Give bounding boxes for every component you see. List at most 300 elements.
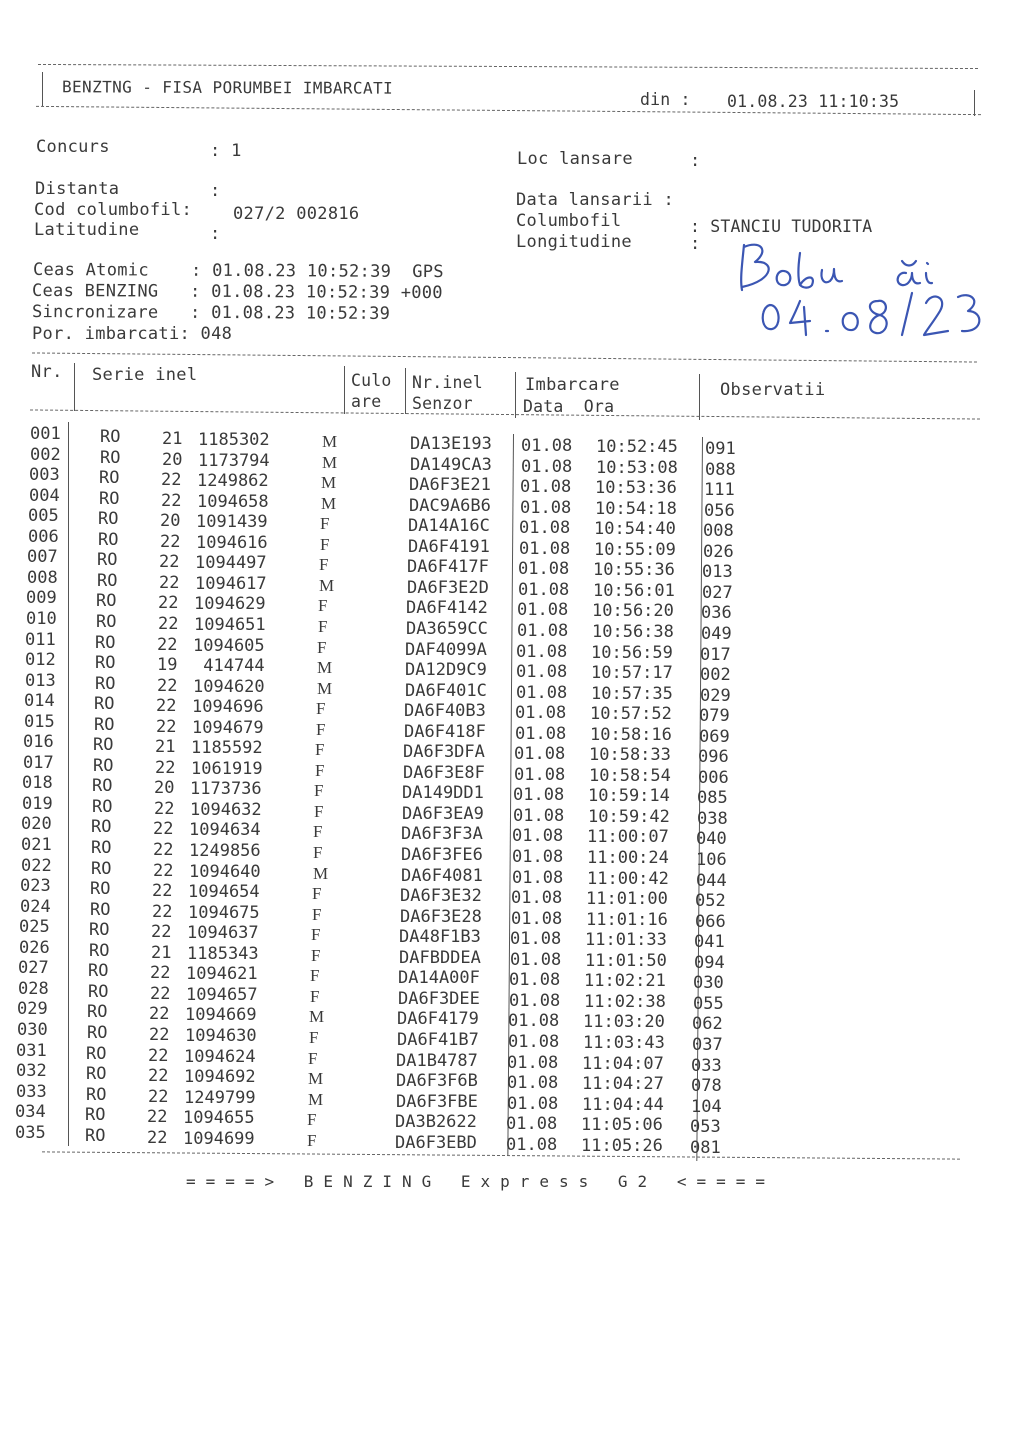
- row-time: 10:53:08: [596, 457, 678, 478]
- row-year: 22: [156, 696, 177, 717]
- row-country: RO: [96, 611, 117, 632]
- row-sex: F: [309, 1027, 319, 1047]
- ceas-benzing-line: Ceas BENZING : 01.08.23 10:52:39 +000: [31, 280, 443, 304]
- row-year: 22: [156, 716, 177, 737]
- row-ring-number: 1094637: [187, 923, 259, 944]
- row-year: 22: [158, 613, 179, 634]
- row-year: 22: [159, 552, 180, 573]
- row-sensor: DA6F418F: [404, 721, 486, 742]
- row-country: RO: [93, 755, 114, 776]
- row-time: 10:58:16: [590, 724, 672, 745]
- data-lansarii-label: Data lansarii :: [516, 190, 675, 210]
- row-country: RO: [95, 632, 116, 653]
- row-sex: F: [314, 801, 324, 821]
- row-sex: F: [315, 760, 325, 780]
- row-observation: 037: [692, 1034, 723, 1055]
- row-country: RO: [86, 1043, 107, 1064]
- row-country: RO: [94, 714, 115, 735]
- row-date: 01.08: [516, 641, 568, 662]
- row-sensor: DAFBDDEA: [399, 947, 481, 968]
- row-year: 21: [151, 942, 172, 963]
- row-sensor: DAC9A6B6: [409, 495, 491, 516]
- cod-columbofil-label: Cod columbofil:: [34, 200, 193, 220]
- row-time: 10:59:14: [588, 786, 670, 807]
- row-observation: 013: [702, 562, 733, 583]
- row-country: RO: [100, 447, 121, 468]
- row-nr: 007: [27, 547, 58, 568]
- row-sensor: DA6F3F6B: [396, 1071, 478, 1092]
- row-date: 01.08: [520, 497, 572, 518]
- row-time: 10:57:35: [591, 683, 673, 704]
- row-sensor: DA12D9C9: [405, 660, 487, 681]
- row-time: 11:04:07: [582, 1053, 664, 1074]
- row-observation: 041: [694, 932, 725, 953]
- row-date: 01.08: [515, 723, 567, 744]
- row-sex: F: [320, 514, 330, 534]
- row-sensor: DAF4099A: [405, 639, 487, 660]
- row-country: RO: [88, 981, 109, 1002]
- row-ring-number: 1094617: [195, 573, 267, 594]
- row-nr: 008: [27, 567, 58, 588]
- row-year: 22: [148, 1066, 169, 1087]
- row-time: 11:01:33: [585, 930, 667, 951]
- row-year: 22: [157, 675, 178, 696]
- row-sex: F: [314, 781, 324, 801]
- row-ring-number: 1094621: [186, 964, 258, 985]
- row-observation: 008: [703, 521, 734, 542]
- row-time: 10:56:01: [593, 580, 675, 601]
- longitudine-label: Longitudine: [516, 232, 632, 252]
- row-country: RO: [91, 858, 112, 879]
- row-observation: 026: [703, 541, 734, 562]
- table-row: [0, 588, 1024, 624]
- row-country: RO: [85, 1125, 106, 1146]
- row-country: RO: [89, 940, 110, 961]
- row-year: 22: [152, 881, 173, 902]
- row-date: 01.08: [513, 785, 565, 806]
- ceas-atomic-line: Ceas Atomic : 01.08.23 10:52:39 GPS: [32, 259, 444, 283]
- row-sex: F: [311, 925, 321, 945]
- row-observation: 053: [690, 1117, 721, 1138]
- row-time: 11:04:44: [582, 1094, 664, 1115]
- loc-lansare-label: Loc lansare: [517, 149, 633, 169]
- row-nr: 015: [24, 711, 55, 732]
- row-time: 11:03:43: [583, 1032, 665, 1053]
- row-sensor: DA6F3E21: [409, 475, 491, 496]
- row-ring-number: 1094654: [188, 882, 260, 903]
- row-time: 11:02:38: [584, 991, 666, 1012]
- row-sex: M: [309, 1007, 325, 1027]
- row-date: 01.08: [521, 456, 573, 477]
- row-sensor: DA6F3EBD: [395, 1132, 477, 1153]
- row-sensor: DA149CA3: [410, 454, 492, 475]
- row-country: RO: [85, 1105, 106, 1126]
- row-sensor: DA6F4179: [397, 1009, 479, 1030]
- row-time: 10:56:38: [592, 621, 674, 642]
- row-sensor: DA6F3FBE: [396, 1091, 478, 1112]
- row-observation: 104: [691, 1096, 722, 1117]
- distanta-value: :: [210, 181, 221, 201]
- row-observation: 033: [691, 1055, 722, 1076]
- row-sensor: DA6F3F3A: [401, 824, 483, 845]
- row-nr: 013: [25, 670, 56, 691]
- row-ring-number: 414744: [193, 656, 265, 677]
- row-nr: 010: [26, 608, 57, 629]
- row-observation: 094: [694, 952, 725, 973]
- col-header-serie: Serie inel: [92, 365, 198, 385]
- row-sex: M: [319, 575, 335, 595]
- row-sex: M: [322, 452, 338, 472]
- col-header-data-ora: Data Ora: [523, 397, 615, 416]
- cod-columbofil-value: 027/2 002816: [233, 204, 360, 224]
- row-time: 10:56:59: [591, 642, 673, 663]
- row-sex: F: [319, 555, 329, 575]
- row-date: 01.08: [517, 600, 569, 621]
- col-header-imbarcare: Imbarcare: [525, 375, 620, 395]
- row-sex: F: [312, 884, 322, 904]
- row-ring-number: 1185302: [198, 430, 270, 450]
- row-country: RO: [92, 796, 113, 817]
- row-year: 21: [162, 429, 183, 449]
- row-nr: 027: [18, 958, 49, 979]
- latitudine-value: :: [210, 224, 221, 244]
- row-country: RO: [92, 776, 113, 797]
- row-date: 01.08: [510, 949, 562, 970]
- row-sensor: DA6F4142: [406, 598, 488, 619]
- row-year: 22: [158, 593, 179, 614]
- row-year: 22: [157, 634, 178, 655]
- row-ring-number: 1185343: [187, 943, 259, 964]
- row-date: 01.08: [518, 579, 570, 600]
- row-date: 01.08: [519, 518, 571, 539]
- row-date: 01.08: [508, 1011, 560, 1032]
- row-country: RO: [95, 673, 116, 694]
- row-ring-number: 1094616: [196, 532, 268, 553]
- row-observation: 079: [699, 706, 730, 727]
- row-country: RO: [91, 817, 112, 838]
- columbofil-value: : STANCIU TUDORITA: [690, 217, 873, 236]
- benzing-footer: ====> BENZING Express G2 <====: [186, 1172, 775, 1191]
- row-year: 22: [149, 1004, 170, 1025]
- row-observation: 096: [698, 747, 729, 768]
- row-country: RO: [87, 1002, 108, 1023]
- row-time: 11:00:42: [587, 868, 669, 889]
- row-observation: 066: [695, 911, 726, 932]
- row-year: 22: [160, 531, 181, 552]
- row-sensor: DA6F3DFA: [403, 742, 485, 763]
- row-time: 11:00:24: [587, 848, 669, 868]
- row-ring-number: 1094692: [184, 1067, 256, 1088]
- row-date: 01.08: [515, 703, 567, 724]
- row-ring-number: 1094605: [193, 635, 265, 656]
- row-year: 22: [154, 798, 175, 819]
- row-time: 11:01:16: [586, 909, 668, 930]
- row-date: 01.08: [512, 847, 564, 867]
- row-ring-number: 1091439: [196, 512, 268, 533]
- row-year: 21: [155, 737, 176, 758]
- row-year: 22: [161, 490, 182, 511]
- row-time: 11:03:20: [583, 1012, 665, 1033]
- row-sex: M: [308, 1089, 324, 1109]
- row-observation: 017: [700, 644, 731, 665]
- row-time: 11:01:00: [586, 889, 668, 910]
- row-country: RO: [93, 735, 114, 756]
- row-sensor: DA6F4191: [408, 536, 490, 557]
- concurs-value: : 1: [210, 141, 242, 161]
- row-ring-number: 1094657: [186, 984, 258, 1005]
- row-time: 11:00:07: [587, 827, 669, 848]
- row-ring-number: 1185592: [191, 738, 263, 759]
- row-sex: F: [310, 986, 320, 1006]
- row-country: RO: [91, 838, 112, 858]
- row-year: 22: [153, 860, 174, 881]
- row-nr: 028: [18, 978, 49, 999]
- row-sensor: DA6F417F: [407, 557, 489, 578]
- row-observation: 062: [692, 1014, 723, 1035]
- row-sensor: DA6F40B3: [404, 701, 486, 722]
- row-date: 01.08: [507, 1093, 559, 1114]
- row-ring-number: 1094620: [193, 676, 265, 697]
- row-country: RO: [97, 550, 118, 571]
- row-nr: 021: [21, 835, 52, 855]
- row-time: 11:04:27: [582, 1074, 664, 1095]
- row-country: RO: [95, 653, 116, 674]
- row-observation: 056: [704, 500, 735, 521]
- row-date: 01.08: [506, 1114, 558, 1135]
- row-nr: 029: [17, 999, 48, 1020]
- row-time: 10:53:36: [595, 478, 677, 499]
- row-nr: 022: [21, 855, 52, 876]
- row-country: RO: [100, 427, 121, 447]
- row-sex: F: [311, 945, 321, 965]
- row-ring-number: 1094632: [190, 799, 262, 820]
- row-sensor: DA6F3E28: [400, 906, 482, 927]
- row-ring-number: 1249799: [184, 1087, 256, 1108]
- row-date: 01.08: [514, 764, 566, 785]
- row-country: RO: [96, 591, 117, 612]
- row-year: 22: [161, 470, 182, 491]
- row-ring-number: 1094675: [188, 902, 260, 923]
- row-sex: F: [308, 1048, 318, 1068]
- row-sex: F: [307, 1130, 317, 1150]
- row-country: RO: [90, 879, 111, 900]
- row-year: 22: [148, 1045, 169, 1066]
- row-ring-number: 1094497: [195, 553, 267, 574]
- row-sex: M: [321, 473, 337, 493]
- row-observation: 069: [699, 726, 730, 747]
- row-time: 10:55:36: [593, 560, 675, 581]
- columbofil-label: Columbofil: [516, 211, 622, 231]
- row-country: RO: [98, 529, 119, 550]
- row-country: RO: [89, 920, 110, 941]
- row-sensor: DA6F3EA9: [402, 803, 484, 824]
- row-ring-number: 1094630: [185, 1025, 257, 1046]
- row-sensor: DA149DD1: [402, 783, 484, 804]
- row-year: 22: [147, 1107, 168, 1128]
- longitudine-value: :: [690, 234, 701, 254]
- row-sensor: DA6F3E8F: [403, 762, 485, 783]
- row-country: RO: [87, 1022, 108, 1043]
- row-time: 10:57:52: [590, 704, 672, 725]
- row-date: 01.08: [513, 805, 565, 826]
- row-observation: 038: [697, 808, 728, 829]
- row-time: 10:59:42: [588, 806, 670, 827]
- row-sensor: DA14A16C: [408, 516, 490, 537]
- row-nr: 026: [19, 937, 50, 958]
- sincronizare-line: Sincronizare : 01.08.23 10:52:39: [31, 302, 391, 324]
- row-time: 11:05:06: [581, 1115, 663, 1136]
- row-year: 20: [154, 778, 175, 799]
- row-nr: 014: [24, 691, 55, 712]
- row-nr: 019: [22, 793, 53, 814]
- row-year: 20: [162, 449, 183, 470]
- row-year: 22: [150, 983, 171, 1004]
- row-date: 01.08: [507, 1052, 559, 1073]
- row-time: 10:54:18: [595, 498, 677, 519]
- por-imbarcati-line: Por. imbarcati: 048: [32, 324, 233, 344]
- row-observation: 111: [704, 480, 735, 501]
- row-country: RO: [86, 1084, 107, 1105]
- row-observation: 044: [696, 870, 727, 891]
- row-nr: 011: [25, 629, 56, 650]
- row-year: 22: [147, 1127, 168, 1148]
- row-date: 01.08: [510, 929, 562, 950]
- row-ring-number: 1094655: [183, 1108, 255, 1129]
- row-observation: 006: [698, 767, 729, 788]
- row-observation: 078: [691, 1076, 722, 1097]
- row-sex: F: [320, 534, 330, 554]
- row-sensor: DA3B2622: [395, 1112, 477, 1133]
- row-nr: 020: [21, 814, 52, 835]
- row-nr: 024: [20, 896, 51, 917]
- row-sex: F: [317, 637, 327, 657]
- row-date: 01.08: [520, 477, 572, 498]
- row-nr: 034: [15, 1102, 46, 1123]
- row-ring-number: 1061919: [191, 758, 263, 779]
- row-date: 01.08: [514, 744, 566, 765]
- printed-at-label: din :: [640, 90, 691, 109]
- row-date: 01.08: [519, 538, 571, 559]
- row-sex: F: [312, 904, 322, 924]
- row-time: 10:58:54: [589, 765, 671, 786]
- row-year: 20: [160, 511, 181, 532]
- loc-lansare-value: :: [690, 151, 701, 171]
- row-nr: 033: [16, 1081, 47, 1102]
- row-nr: 004: [29, 485, 60, 506]
- row-sensor: DA6F3DEE: [398, 988, 480, 1009]
- row-year: 22: [155, 757, 176, 778]
- row-sensor: DA6F3FE6: [401, 845, 483, 865]
- col-header-nr: Nr.: [31, 362, 63, 382]
- col-header-culo: Culo: [351, 371, 392, 390]
- row-sex: F: [316, 719, 326, 739]
- row-time: 10:54:40: [594, 519, 676, 540]
- row-sensor: DA3659CC: [406, 618, 488, 639]
- row-nr: 001: [30, 424, 61, 444]
- row-sex: M: [321, 493, 337, 513]
- row-nr: 003: [29, 465, 60, 486]
- row-time: 11:05:26: [581, 1135, 663, 1156]
- row-observation: 052: [695, 891, 726, 912]
- row-year: 22: [149, 1024, 170, 1045]
- row-ring-number: 1249862: [197, 471, 269, 492]
- row-date: 01.08: [516, 682, 568, 703]
- row-time: 11:01:50: [585, 950, 667, 971]
- row-sex: F: [313, 843, 323, 862]
- row-date: 01.08: [509, 990, 561, 1011]
- row-ring-number: 1094640: [189, 861, 261, 882]
- row-sensor: DA1B4787: [396, 1050, 478, 1071]
- row-ring-number: 1094679: [192, 717, 264, 738]
- row-sex: F: [313, 822, 323, 842]
- row-nr: 018: [22, 773, 53, 794]
- col-header-culo-2: are: [351, 392, 382, 411]
- row-date: 01.08: [511, 888, 563, 909]
- row-year: 22: [153, 840, 174, 860]
- row-observation: 002: [700, 665, 731, 686]
- row-sensor: DA6F4081: [401, 865, 483, 886]
- row-date: 01.08: [506, 1134, 558, 1155]
- row-ring-number: 1094629: [194, 594, 266, 615]
- row-date: 01.08: [516, 662, 568, 683]
- row-sensor: DA6F41B7: [397, 1029, 479, 1050]
- row-time: 10:57:17: [591, 663, 673, 684]
- row-observation: 036: [701, 603, 732, 624]
- row-ring-number: 1173736: [190, 779, 262, 800]
- row-nr: 009: [26, 588, 57, 609]
- row-sex: F: [316, 699, 326, 719]
- row-nr: 002: [30, 444, 61, 465]
- row-observation: 040: [696, 829, 727, 850]
- row-sex: F: [315, 740, 325, 760]
- row-sex: M: [317, 678, 333, 698]
- printed-at-value: 01.08.23 11:10:35: [727, 92, 900, 111]
- row-sex: F: [318, 596, 328, 616]
- row-year: 22: [153, 819, 174, 840]
- row-date: 01.08: [507, 1073, 559, 1094]
- row-sensor: DA6F401C: [405, 680, 487, 701]
- row-observation: 088: [705, 459, 736, 480]
- row-time: 10:56:20: [592, 601, 674, 622]
- concurs-label: Concurs: [36, 137, 110, 157]
- col-header-senzor: Senzor: [412, 394, 473, 413]
- row-year: 22: [151, 922, 172, 943]
- row-nr: 012: [25, 650, 56, 671]
- row-nr: 005: [28, 506, 59, 527]
- col-header-nr-inel: Nr.inel: [412, 373, 483, 392]
- row-nr: 017: [23, 752, 54, 773]
- row-date: 01.08: [511, 908, 563, 929]
- row-sex: F: [310, 966, 320, 986]
- row-nr: 006: [28, 526, 59, 547]
- row-sex: M: [317, 658, 333, 678]
- row-nr: 030: [17, 1019, 48, 1040]
- row-sex: F: [307, 1110, 317, 1130]
- row-country: RO: [94, 694, 115, 715]
- row-country: RO: [99, 488, 120, 509]
- row-sex: M: [322, 432, 338, 451]
- row-observation: 091: [705, 439, 736, 459]
- row-date: 01.08: [512, 826, 564, 847]
- row-country: RO: [88, 961, 109, 982]
- row-country: RO: [90, 899, 111, 920]
- row-country: RO: [97, 570, 118, 591]
- row-nr: 023: [20, 876, 51, 897]
- row-year: 22: [148, 1086, 169, 1107]
- row-sex: M: [313, 863, 329, 883]
- row-sensor: DA6F3E32: [400, 886, 482, 907]
- row-date: 01.08: [521, 436, 573, 456]
